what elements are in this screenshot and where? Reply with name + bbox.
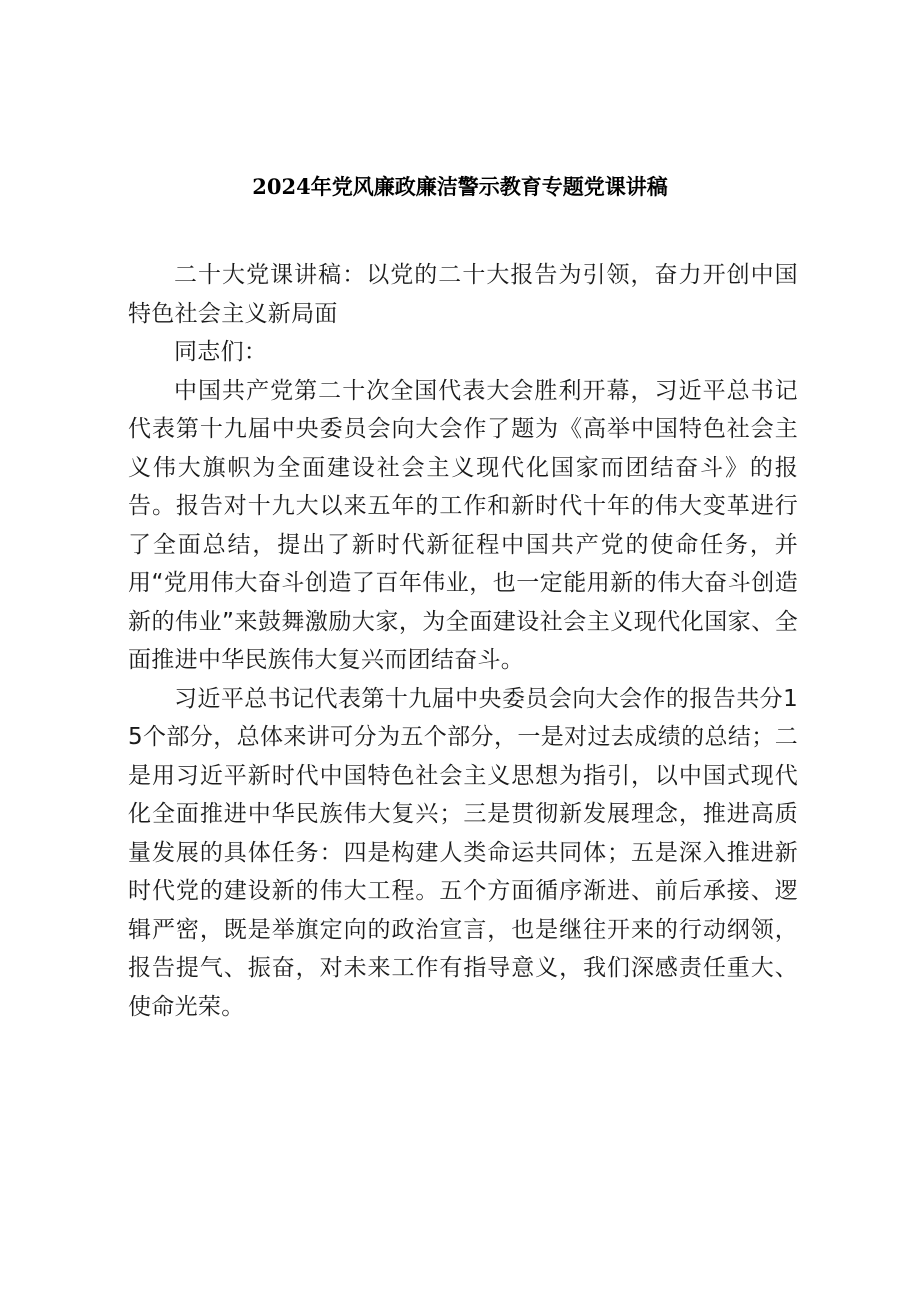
paragraph-body: 习近平总书记代表第十九届中央委员会向大会作的报告共分15个部分，总体来讲可分为五个部分，一是对过去成绩的总结；二是用习近平新时代中国特色社会主义思想为指引，以中国式现代化全面推进中华民族伟大复兴；三是贯彻新发展理念，推进高质量发展的具体任务：四是构建人类命运共同体；五是深入推进新时代党的建设新的伟大工程。五个方面循序渐进、前后承接、逻辑严密，既是举旗定向的政治宣言，也是继往开来的行动纲领，报告提气、振奋，对未来工作有指导意义，我们深感责任重大、使命光荣。 [128,685,798,1020]
paragraph-salutation: 同志们： [174,339,268,365]
document-body [128,256,798,1026]
paragraph-subtitle: 二十大党课讲稿：以党的二十大报告为引领，奋力开创中国特色社会主义新局面 [128,262,798,327]
paragraph-body: 中国共产党第二十次全国代表大会胜利开幕，习近平总书记代表第十九届中央委员会向大会作了题为《高举中国特色社会主义伟大旗帜为全面建设社会主义现代化国家而团结奋斗》的报告。报告对十九大以来五年的工作和新时代十年的伟大变革进行了全面总结，提出了新时代新征程中国共产党的使命任务，并用“党用伟大奋斗创造了百年伟业，也一定能用新的伟大奋斗创造新的伟业”来鼓舞激励大家，为全面建设社会主义现代化国家、全面推进中华民族伟大复兴而团结奋斗。 [128,377,798,673]
document-title: 2024年党风廉政廉洁警示教育专题党课讲稿 [252,174,668,199]
